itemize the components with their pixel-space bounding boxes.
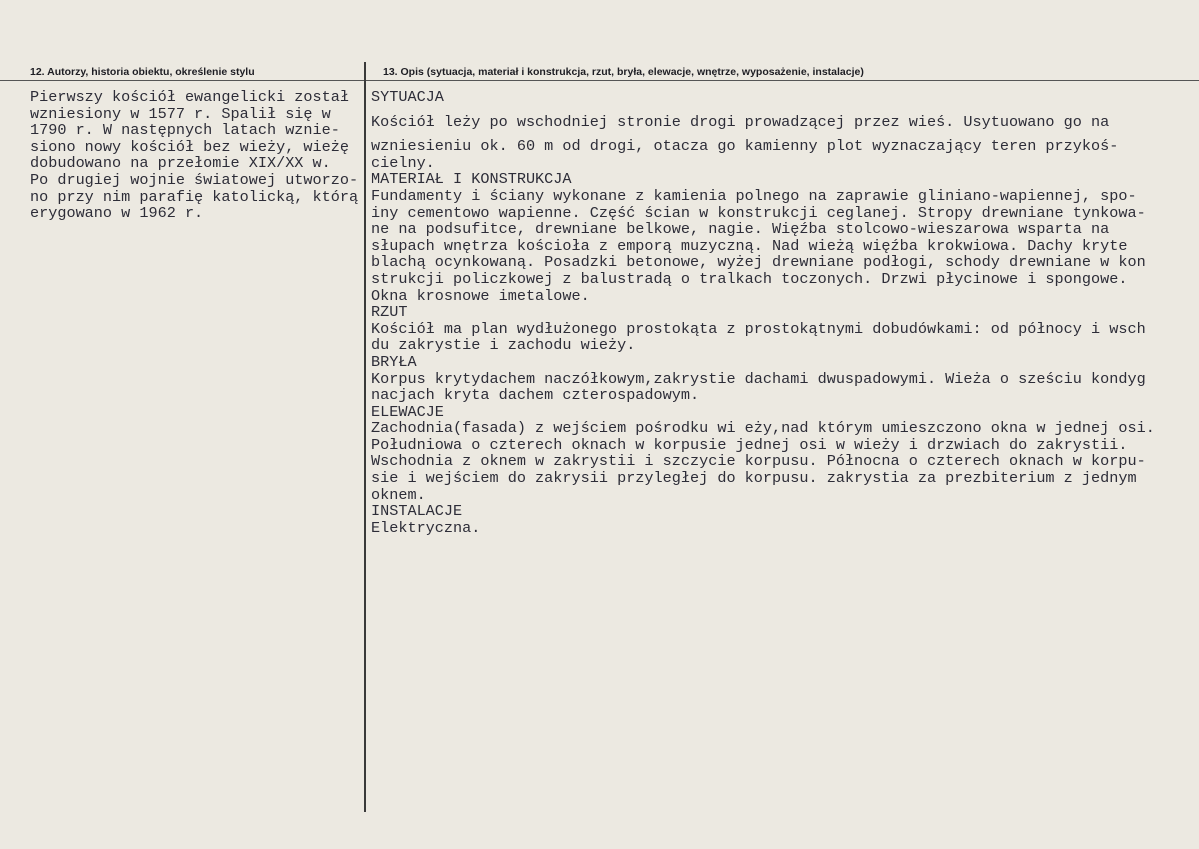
section-heading-bryla: BRYŁA (371, 352, 417, 371)
elewacje-line: oknem. (371, 485, 426, 504)
field-13-text (371, 89, 1197, 536)
bryla-line: Korpus krytydachem naczółkowym,zakrystie dachami dwuspadowymi. Wieża o sześciu kondyg (371, 369, 1146, 388)
rzut-line: du zakrystie i zachodu wieży. (371, 336, 636, 355)
material-line: ne na podsufitce, drewniane belkowe, nagie. Więźba stolcowo-wieszarowa wsparta na (371, 220, 1110, 239)
column-divider (364, 62, 366, 812)
history-line: dobudowano na przełomie XIX/XX w. (30, 154, 331, 173)
field-13-header: 13. Opis (sytuacja, materiał i konstrukcja, rzut, bryła, elewacje, wnętrze, wyposażenie, instalacje) (383, 66, 864, 78)
field-12-header: 12. Autorzy, historia obiektu, określenie stylu (30, 66, 255, 78)
material-line: strukcji policzkowej z balustradą o tralkach toczonych. Drzwi płycinowe i spongowe. (371, 269, 1128, 288)
history-line: erygowano w 1962 r. (30, 204, 204, 223)
rzut-line: Kościół ma plan wydłużonego prostokąta z prostokątnymi dobudówkami: od północy i wsch (371, 319, 1146, 338)
field-12-text (30, 89, 360, 222)
material-line: iny cementowo wapienne. Część ścian w konstrukcji ceglanej. Stropy drewniane tynkowa- (371, 203, 1146, 222)
section-heading-sytuacja: SYTUACJA (371, 88, 444, 106)
section-heading-rzut: RZUT (371, 303, 408, 322)
sytuacja-line: Kościół leży po wschodniej stronie drogi prowadzącej przez wieś. Usytuowano go na (371, 112, 1110, 131)
sytuacja-line: wzniesieniu ok. 60 m od drogi, otacza go kamienny plot wyznaczający teren przykoś- (371, 137, 1119, 156)
history-line: Po drugiej wojnie światowej utworzo- (30, 170, 359, 189)
material-line: Okna krosnowe imetalowe. (371, 286, 590, 305)
header-rule (0, 80, 1199, 81)
history-line: Pierwszy kościół ewangelicki został (30, 88, 349, 106)
material-line: słupach wnętrza kościoła z emporą muzyczną. Nad wieżą więźba krokwiowa. Dachy kryte (371, 236, 1128, 255)
history-line: 1790 r. W następnych latach wznie- (30, 121, 340, 140)
section-heading-material: MATERIAŁ I KONSTRUKCJA (371, 170, 572, 189)
history-line: no przy nim parafię katolicką, którą (30, 187, 359, 206)
sytuacja-line: cielny. (371, 153, 435, 172)
material-line: blachą ocynkowaną. Posadzki betonowe, wyżej drewniane podłogi, schody drewniane w kon (371, 253, 1146, 272)
history-line: siono nowy kościół bez wieży, wieżę (30, 137, 349, 156)
elewacje-line: Wschodnia z oknem w zakrystii i szczycie korpusu. Północna o czterech oknach w korpu- (371, 452, 1146, 471)
elewacje-line: Zachodnia(fasada) z wejściem pośrodku wi eży,nad którym umieszczono okna w jednej osi. (371, 419, 1155, 438)
bryla-line: nacjach kryta dachem czterospadowym. (371, 386, 700, 405)
material-line: Fundamenty i ściany wykonane z kamienia polnego na zaprawie gliniano-wapiennej, spo- (371, 186, 1137, 205)
section-heading-instalacje: INSTALACJE (371, 502, 463, 521)
elewacje-line: Południowa o czterech oknach w korpusie jednej osi w wieży i drzwiach do zakrystii. (371, 435, 1128, 454)
elewacje-line: sie i wejściem do zakrysii przyległej do korpusu. zakrystia za prezbiterium z jednym (371, 469, 1137, 488)
instalacje-line: Elektryczna. (371, 518, 481, 537)
history-line: wzniesiony w 1577 r. Spalił się w (30, 104, 331, 123)
section-heading-elewacje: ELEWACJE (371, 402, 444, 421)
